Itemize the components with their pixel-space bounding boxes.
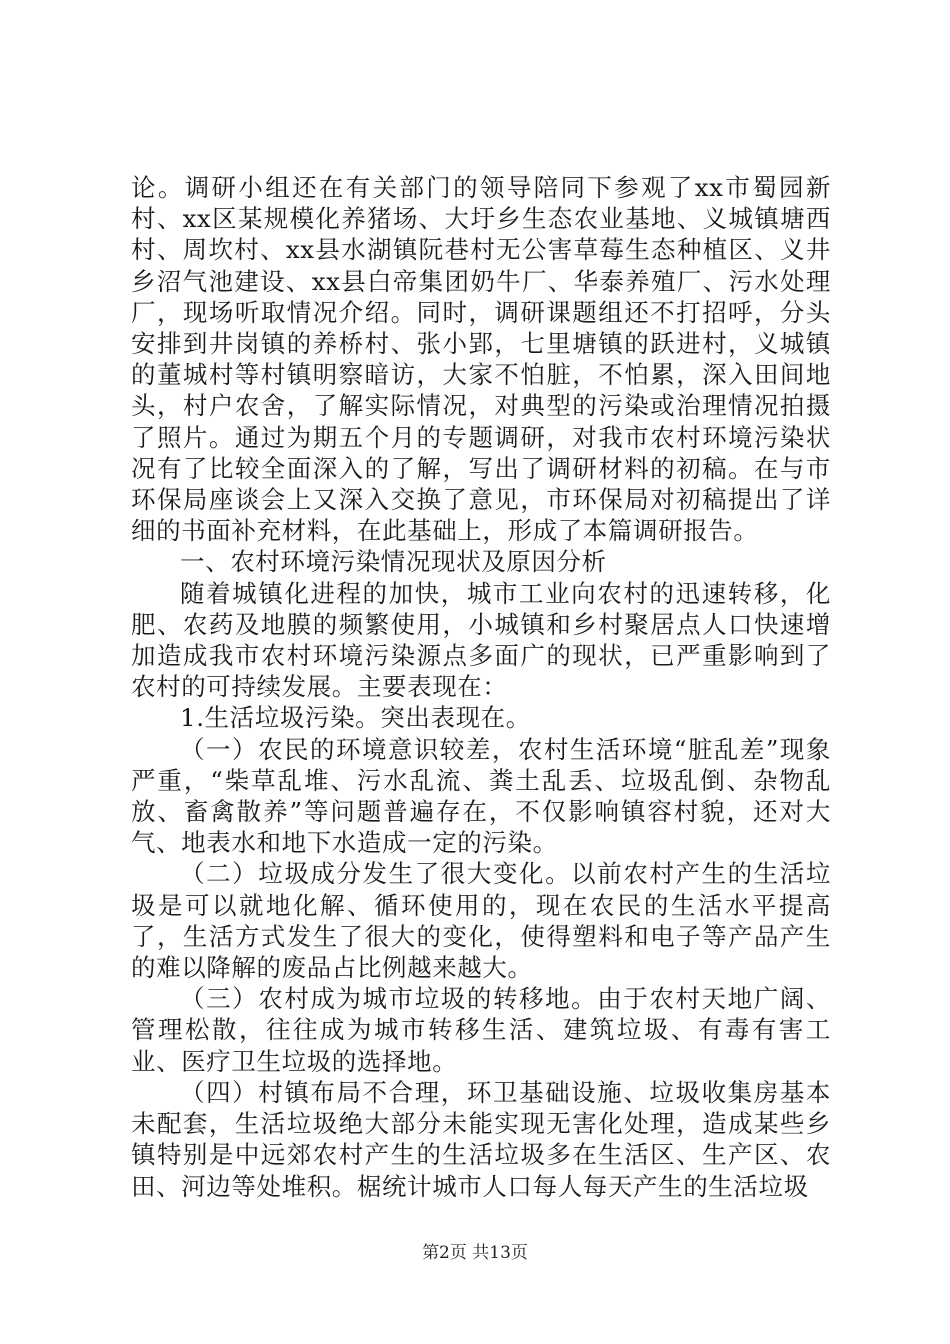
document-body <box>131 172 831 1202</box>
section-heading: 一、农村环境污染情况现状及原因分析 <box>180 547 607 577</box>
page-number-footer: 第2页 共13页 <box>422 1243 528 1263</box>
paragraph-intro: 随着城镇化进程的加快，城市工业向农村的迅速转移，化肥、农药及地膜的频繁使用，小城镇和乡村聚居点人口快速增加造成我市农村环境污染源点多面广的现状，已严重影响到了农村的可持续发展。主要表现在： <box>131 578 831 702</box>
paragraph-item-3: （三）农村成为城市垃圾的转移地。由于农村天地广阔、管理松散，往往成为城市转移生活、建筑垃圾、有毒有害工业、医疗卫生垃圾的选择地。 <box>131 984 831 1076</box>
paragraph-item-4: （四）村镇布局不合理，环卫基础设施、垃圾收集房基本未配套，生活垃圾绝大部分未能实现无害化处理，造成某些乡镇特别是中远郊农村产生的生活垃圾多在生活区、生产区、农田、河边等处堆积。椐统计城市人口每人每天产生的生活垃圾 <box>131 1077 831 1201</box>
paragraph-item-1: （一）农民的环境意识较差，农村生活环境“脏乱差”现象严重，“柴草乱堆、污水乱流、粪土乱丢、垃圾乱倒、杂物乱放、畜禽散养”等问题普遍存在，不仅影响镇容村貌，还对大气、地表水和地下水造成一定的污染。 <box>131 734 831 858</box>
paragraph-continuation: 论。调研小组还在有关部门的领导陪同下参观了xx市蜀园新村、xx区某规模化养猪场、大圩乡生态农业基地、义城镇塘西村、周坎村、xx县水湖镇阮巷村无公害草莓生态种植区、义井乡沼气池建设、xx县白帝集团奶牛厂、华泰养殖厂、污水处理厂，现场听取情况介绍。同时，调研课题组还不打招呼，分头安排到井岗镇的养桥村、张小郢，七里塘镇的跃进村，义城镇的董城村等村镇明察暗访，大家不怕脏，不怕累，深入田间地头，村户农舍，了解实际情况，对典型的污染或治理情况拍摄了照片。通过为期五个月的专题调研，对我市农村环境污染状况有了比较全面深入的了解，写出了调研材料的初稿。在与市环保局座谈会上又深入交换了意见，市环保局对初稿提出了详细的书面补充材料，在此基础上，形成了本篇调研报告。 <box>131 173 831 546</box>
subheading-domestic-waste: 1.生活垃圾污染。突出表现在。 <box>180 703 531 733</box>
paragraph-item-2: （二）垃圾成分发生了很大变化。以前农村产生的生活垃圾是可以就地化解、循环使用的，现在农民的生活水平提高了，生活方式发生了很大的变化，使得塑料和电子等产品产生的难以降解的废品占比例越来越大。 <box>131 859 831 983</box>
